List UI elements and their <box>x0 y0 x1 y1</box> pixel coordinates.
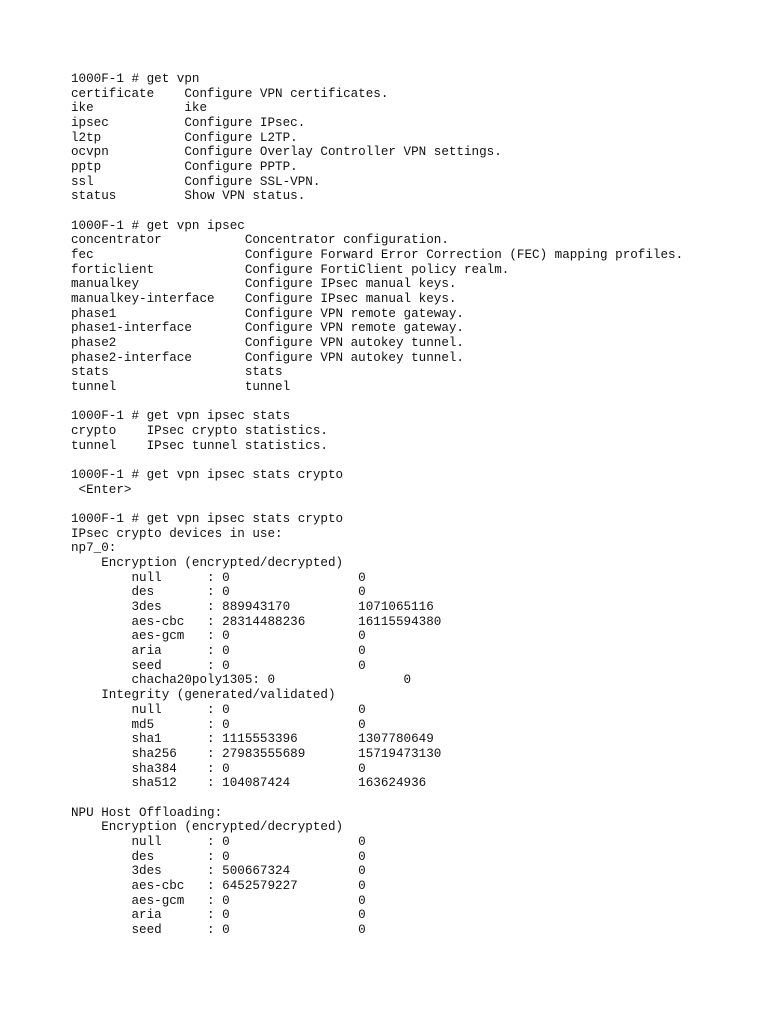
cli-output-line: tunnel tunnel <box>71 380 291 395</box>
cli-output-line: concentrator Concentrator configuration. <box>71 233 449 248</box>
cli-output-line <box>71 791 683 806</box>
cli-output-line: manualkey-interface Configure IPsec manual keys. <box>71 292 457 307</box>
cli-output-line: chacha20poly1305: 0 0 <box>71 673 412 688</box>
cli-output-line: md5 : 0 0 <box>71 717 366 732</box>
cli-output-line: null : 0 0 <box>71 702 366 717</box>
cli-output-line: Encryption (encrypted/decrypted) <box>71 820 344 835</box>
cli-output-line: 1000F-1 # get vpn ipsec stats <box>71 409 291 424</box>
cli-output-line: ocvpn Configure Overlay Controller VPN settings. <box>71 145 502 160</box>
cli-output-line: null : 0 0 <box>71 570 366 585</box>
cli-output-line: phase2 Configure VPN autokey tunnel. <box>71 336 464 351</box>
cli-output-line: ike ike <box>71 101 208 116</box>
cli-output-line: ipsec Configure IPsec. <box>71 116 306 131</box>
cli-output-line: aes-gcm : 0 0 <box>71 893 366 908</box>
cli-output-line: des : 0 0 <box>71 585 366 600</box>
cli-output-line: phase2-interface Configure VPN autokey tunnel. <box>71 350 464 365</box>
cli-output-line: seed : 0 0 <box>71 922 366 937</box>
cli-output-line: 3des : 500667324 0 <box>71 864 366 879</box>
cli-output-line: aes-cbc : 6452579227 0 <box>71 878 366 893</box>
cli-output-line: 1000F-1 # get vpn ipsec stats crypto <box>71 512 344 527</box>
cli-output-line: tunnel IPsec tunnel statistics. <box>71 438 328 453</box>
cli-output-line: ssl Configure SSL-VPN. <box>71 174 321 189</box>
cli-output-line: seed : 0 0 <box>71 658 366 673</box>
cli-output-line: NPU Host Offloading: <box>71 805 223 820</box>
cli-output-line: aria : 0 0 <box>71 908 366 923</box>
cli-output-line: np7_0: <box>71 541 117 556</box>
cli-output-line <box>71 453 683 468</box>
cli-output-line: pptp Configure PPTP. <box>71 160 298 175</box>
cli-output-line: stats stats <box>71 365 283 380</box>
cli-output-line: Encryption (encrypted/decrypted) <box>71 556 344 571</box>
cli-output-line: aes-gcm : 0 0 <box>71 629 366 644</box>
cli-output-line: manualkey Configure IPsec manual keys. <box>71 277 457 292</box>
cli-output-line: 1000F-1 # get vpn ipsec <box>71 218 245 233</box>
cli-output-line: sha384 : 0 0 <box>71 761 366 776</box>
cli-output-line: 1000F-1 # get vpn <box>71 72 200 86</box>
cli-output-line <box>71 497 683 512</box>
cli-output-line: sha512 : 104087424 163624936 <box>71 776 427 791</box>
cli-output-line: 1000F-1 # get vpn ipsec stats crypto <box>71 468 344 483</box>
cli-output-line: l2tp Configure L2TP. <box>71 130 298 145</box>
cli-output <box>71 72 683 938</box>
cli-output-line: phase1-interface Configure VPN remote gateway. <box>71 321 464 336</box>
cli-output-line <box>71 204 683 219</box>
cli-output-line: sha256 : 27983555689 15719473130 <box>71 746 442 761</box>
cli-output-line: crypto IPsec crypto statistics. <box>71 424 328 439</box>
cli-output-line: certificate Configure VPN certificates. <box>71 86 389 101</box>
cli-output-line: fec Configure Forward Error Correction (FEC) mapping profiles. <box>71 248 684 263</box>
cli-output-line: forticlient Configure FortiClient policy realm. <box>71 262 510 277</box>
cli-output-line: des : 0 0 <box>71 849 366 864</box>
cli-output-line: aria : 0 0 <box>71 644 366 659</box>
cli-output-line: status Show VPN status. <box>71 189 306 204</box>
cli-output-line: 3des : 889943170 1071065116 <box>71 600 434 615</box>
cli-output-line: null : 0 0 <box>71 834 366 849</box>
cli-output-line: phase1 Configure VPN remote gateway. <box>71 306 464 321</box>
cli-output-line: aes-cbc : 28314488236 16115594380 <box>71 614 442 629</box>
cli-output-line: <Enter> <box>71 482 132 497</box>
cli-output-line: sha1 : 1115553396 1307780649 <box>71 732 434 747</box>
cli-output-line <box>71 395 683 410</box>
cli-output-line: Integrity (generated/validated) <box>71 688 336 703</box>
cli-output-line: IPsec crypto devices in use: <box>71 526 283 541</box>
